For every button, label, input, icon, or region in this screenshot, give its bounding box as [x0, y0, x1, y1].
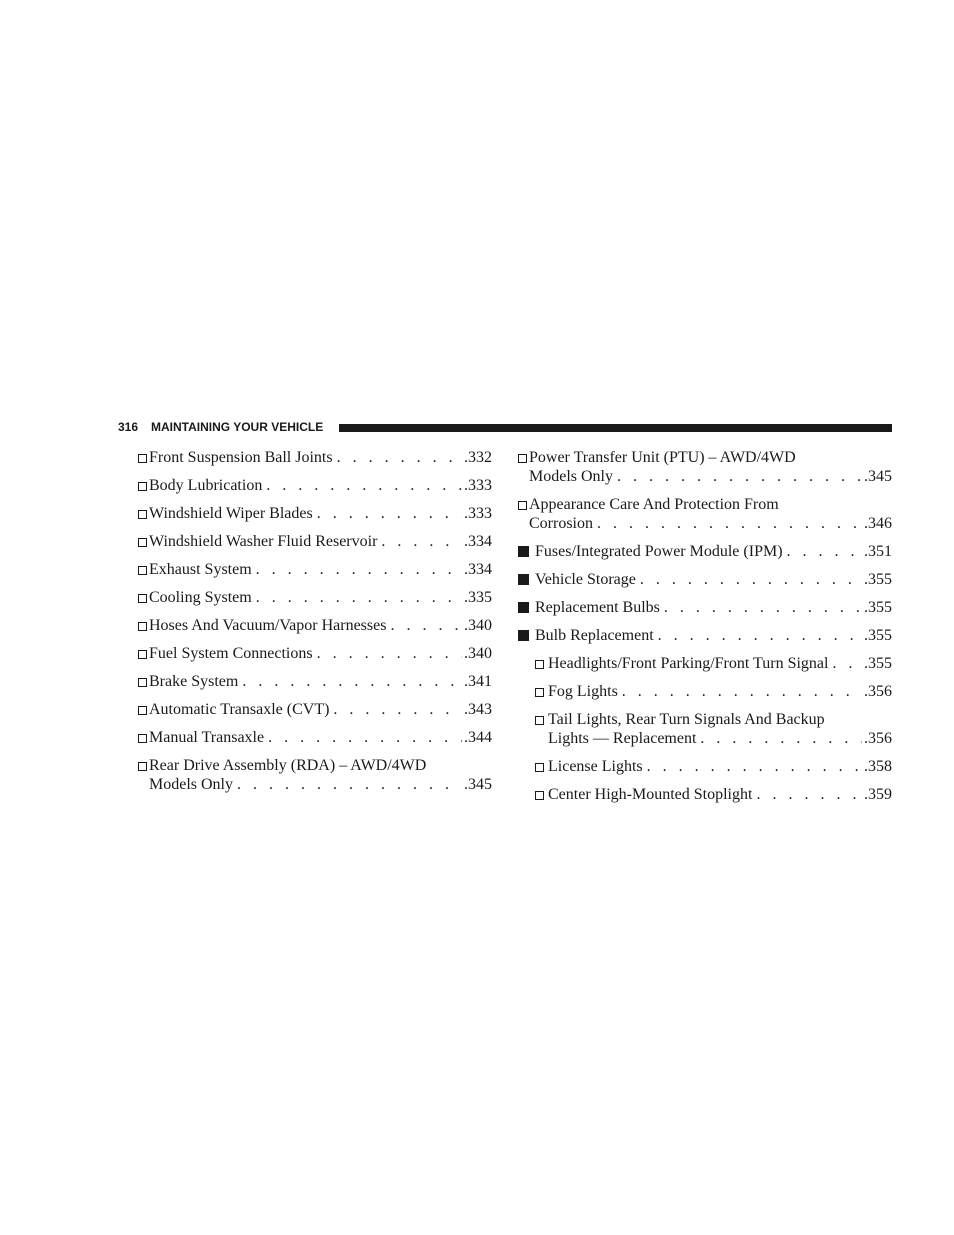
solid-bullet-icon — [518, 602, 529, 613]
toc-entry[interactable] — [518, 448, 892, 486]
toc-entry-page: .341 — [464, 673, 492, 690]
hollow-bullet-icon — [138, 538, 147, 547]
toc-entry-page: .335 — [464, 589, 492, 606]
dot-leader — [597, 514, 862, 533]
toc-entry-title: Hoses And Vacuum/Vapor Harnesses — [149, 617, 387, 634]
toc-entry[interactable] — [535, 710, 892, 748]
hollow-bullet-icon — [138, 706, 147, 715]
toc-entry-title: Fuel System Connections — [149, 645, 313, 662]
toc-entry-title: Fog Lights — [548, 683, 618, 700]
dot-leader — [381, 532, 462, 551]
toc-entry-title: Windshield Wiper Blades — [149, 505, 313, 522]
toc-entry[interactable] — [535, 682, 892, 701]
toc-left-column — [138, 448, 492, 803]
hollow-bullet-icon — [138, 678, 147, 687]
toc-entry-title: Body Lubrication — [149, 477, 263, 494]
toc-entry[interactable] — [138, 504, 492, 523]
toc-entry-page: .343 — [464, 701, 492, 718]
header-rule — [339, 424, 892, 432]
toc-entry-title: Rear Drive Assembly (RDA) – AWD/4WD — [149, 757, 427, 774]
dot-leader — [700, 729, 862, 748]
toc-entry-page: .359 — [864, 786, 892, 803]
toc-entry[interactable] — [518, 598, 892, 617]
toc-entry[interactable] — [138, 728, 492, 747]
toc-entry[interactable] — [138, 616, 492, 635]
toc-entry-title: Manual Transaxle — [149, 729, 265, 746]
toc-entry-page: .334 — [464, 533, 492, 550]
toc-entry-page: .333 — [464, 477, 492, 494]
dot-leader — [756, 785, 862, 804]
toc-entry[interactable] — [138, 644, 492, 663]
toc-entry-title: Lights — Replacement — [548, 730, 697, 747]
toc-entry-title: Brake System — [149, 673, 239, 690]
toc-entry-page: .340 — [464, 645, 492, 662]
hollow-bullet-icon — [535, 763, 544, 772]
dot-leader — [317, 504, 462, 523]
toc-entry[interactable] — [138, 700, 492, 719]
dot-leader — [787, 542, 862, 561]
toc-entry-title: Center High-Mounted Stoplight — [548, 786, 753, 803]
toc-entry-page: .333 — [464, 505, 492, 522]
hollow-bullet-icon — [518, 454, 527, 463]
toc-entry-page: .355 — [864, 599, 892, 616]
toc-entry-title: Power Transfer Unit (PTU) – AWD/4WD — [529, 449, 796, 466]
toc-entry-title: Cooling System — [149, 589, 252, 606]
toc-entry-page: .334 — [464, 561, 492, 578]
toc-entry-page: .355 — [864, 627, 892, 644]
toc-entry-title: Corrosion — [529, 515, 593, 532]
toc-entry[interactable] — [138, 560, 492, 579]
hollow-bullet-icon — [535, 688, 544, 697]
toc-entry-page: .351 — [864, 543, 892, 560]
dot-leader — [266, 476, 462, 495]
toc-entry-page: .356 — [864, 683, 892, 700]
toc-entry[interactable] — [138, 476, 492, 495]
toc-entry-title: Models Only — [149, 776, 233, 793]
toc-entry-title: Tail Lights, Rear Turn Signals And Backup — [548, 711, 825, 728]
solid-bullet-icon — [518, 546, 529, 557]
toc-entry-page: .344 — [464, 729, 492, 746]
dot-leader — [640, 570, 862, 589]
hollow-bullet-icon — [138, 734, 147, 743]
toc-entry-page: .355 — [864, 571, 892, 588]
hollow-bullet-icon — [535, 716, 544, 725]
toc-entry-page: .346 — [864, 515, 892, 532]
toc-entry[interactable] — [518, 542, 892, 561]
hollow-bullet-icon — [138, 482, 147, 491]
hollow-bullet-icon — [138, 650, 147, 659]
dot-leader — [647, 757, 862, 776]
toc-entry[interactable] — [535, 654, 892, 673]
toc-entry-title: Exhaust System — [149, 561, 252, 578]
toc-entry-page: .356 — [864, 730, 892, 747]
dot-leader — [617, 467, 862, 486]
toc-right-column — [518, 448, 892, 813]
toc-entry[interactable] — [518, 495, 892, 533]
toc-entry-title: Headlights/Front Parking/Front Turn Signal — [548, 655, 829, 672]
toc-entry[interactable] — [518, 626, 892, 645]
dot-leader — [390, 616, 462, 635]
toc-entry[interactable] — [138, 448, 492, 467]
hollow-bullet-icon — [138, 762, 147, 771]
dot-leader — [237, 775, 462, 794]
page-number: 316 — [118, 420, 139, 434]
toc-entry-title: Front Suspension Ball Joints — [149, 449, 333, 466]
dot-leader — [242, 672, 462, 691]
toc-entry-page: .355 — [864, 655, 892, 672]
dot-leader — [256, 560, 462, 579]
hollow-bullet-icon — [535, 660, 544, 669]
toc-entry[interactable] — [535, 757, 892, 776]
toc-entry-page: .358 — [864, 758, 892, 775]
solid-bullet-icon — [518, 630, 529, 641]
toc-entry-page: .340 — [464, 617, 492, 634]
toc-entry[interactable] — [138, 588, 492, 607]
dot-leader — [832, 654, 862, 673]
dot-leader — [333, 700, 462, 719]
dot-leader — [664, 598, 862, 617]
dot-leader — [658, 626, 862, 645]
hollow-bullet-icon — [138, 454, 147, 463]
hollow-bullet-icon — [138, 594, 147, 603]
hollow-bullet-icon — [138, 566, 147, 575]
toc-entry[interactable] — [518, 570, 892, 589]
solid-bullet-icon — [518, 574, 529, 585]
hollow-bullet-icon — [138, 510, 147, 519]
toc-entry-title: Automatic Transaxle (CVT) — [149, 701, 330, 718]
toc-entry-page: .332 — [464, 449, 492, 466]
toc-entry[interactable] — [535, 785, 892, 804]
toc-entry-title: Bulb Replacement — [535, 627, 654, 644]
hollow-bullet-icon — [518, 501, 527, 510]
toc-entry-title: Replacement Bulbs — [535, 599, 660, 616]
toc-entry-page: .345 — [864, 468, 892, 485]
dot-leader — [317, 644, 462, 663]
toc-entry-title: Vehicle Storage — [535, 571, 636, 588]
dot-leader — [622, 682, 862, 701]
toc-entry-page: .345 — [464, 776, 492, 793]
hollow-bullet-icon — [138, 622, 147, 631]
toc-entry[interactable] — [138, 756, 492, 794]
toc-entry-title: Fuses/Integrated Power Module (IPM) — [535, 543, 783, 560]
toc-entry-title: Windshield Washer Fluid Reservoir — [149, 533, 378, 550]
section-title: MAINTAINING YOUR VEHICLE — [151, 420, 324, 434]
dot-leader — [337, 448, 462, 467]
dot-leader — [256, 588, 462, 607]
toc-entry[interactable] — [138, 532, 492, 551]
toc-entry-title: Models Only — [529, 468, 613, 485]
toc-entry[interactable] — [138, 672, 492, 691]
page-header — [118, 420, 892, 436]
toc-entry-title: Appearance Care And Protection From — [529, 496, 779, 513]
dot-leader — [268, 728, 462, 747]
hollow-bullet-icon — [535, 791, 544, 800]
toc-entry-title: License Lights — [548, 758, 643, 775]
